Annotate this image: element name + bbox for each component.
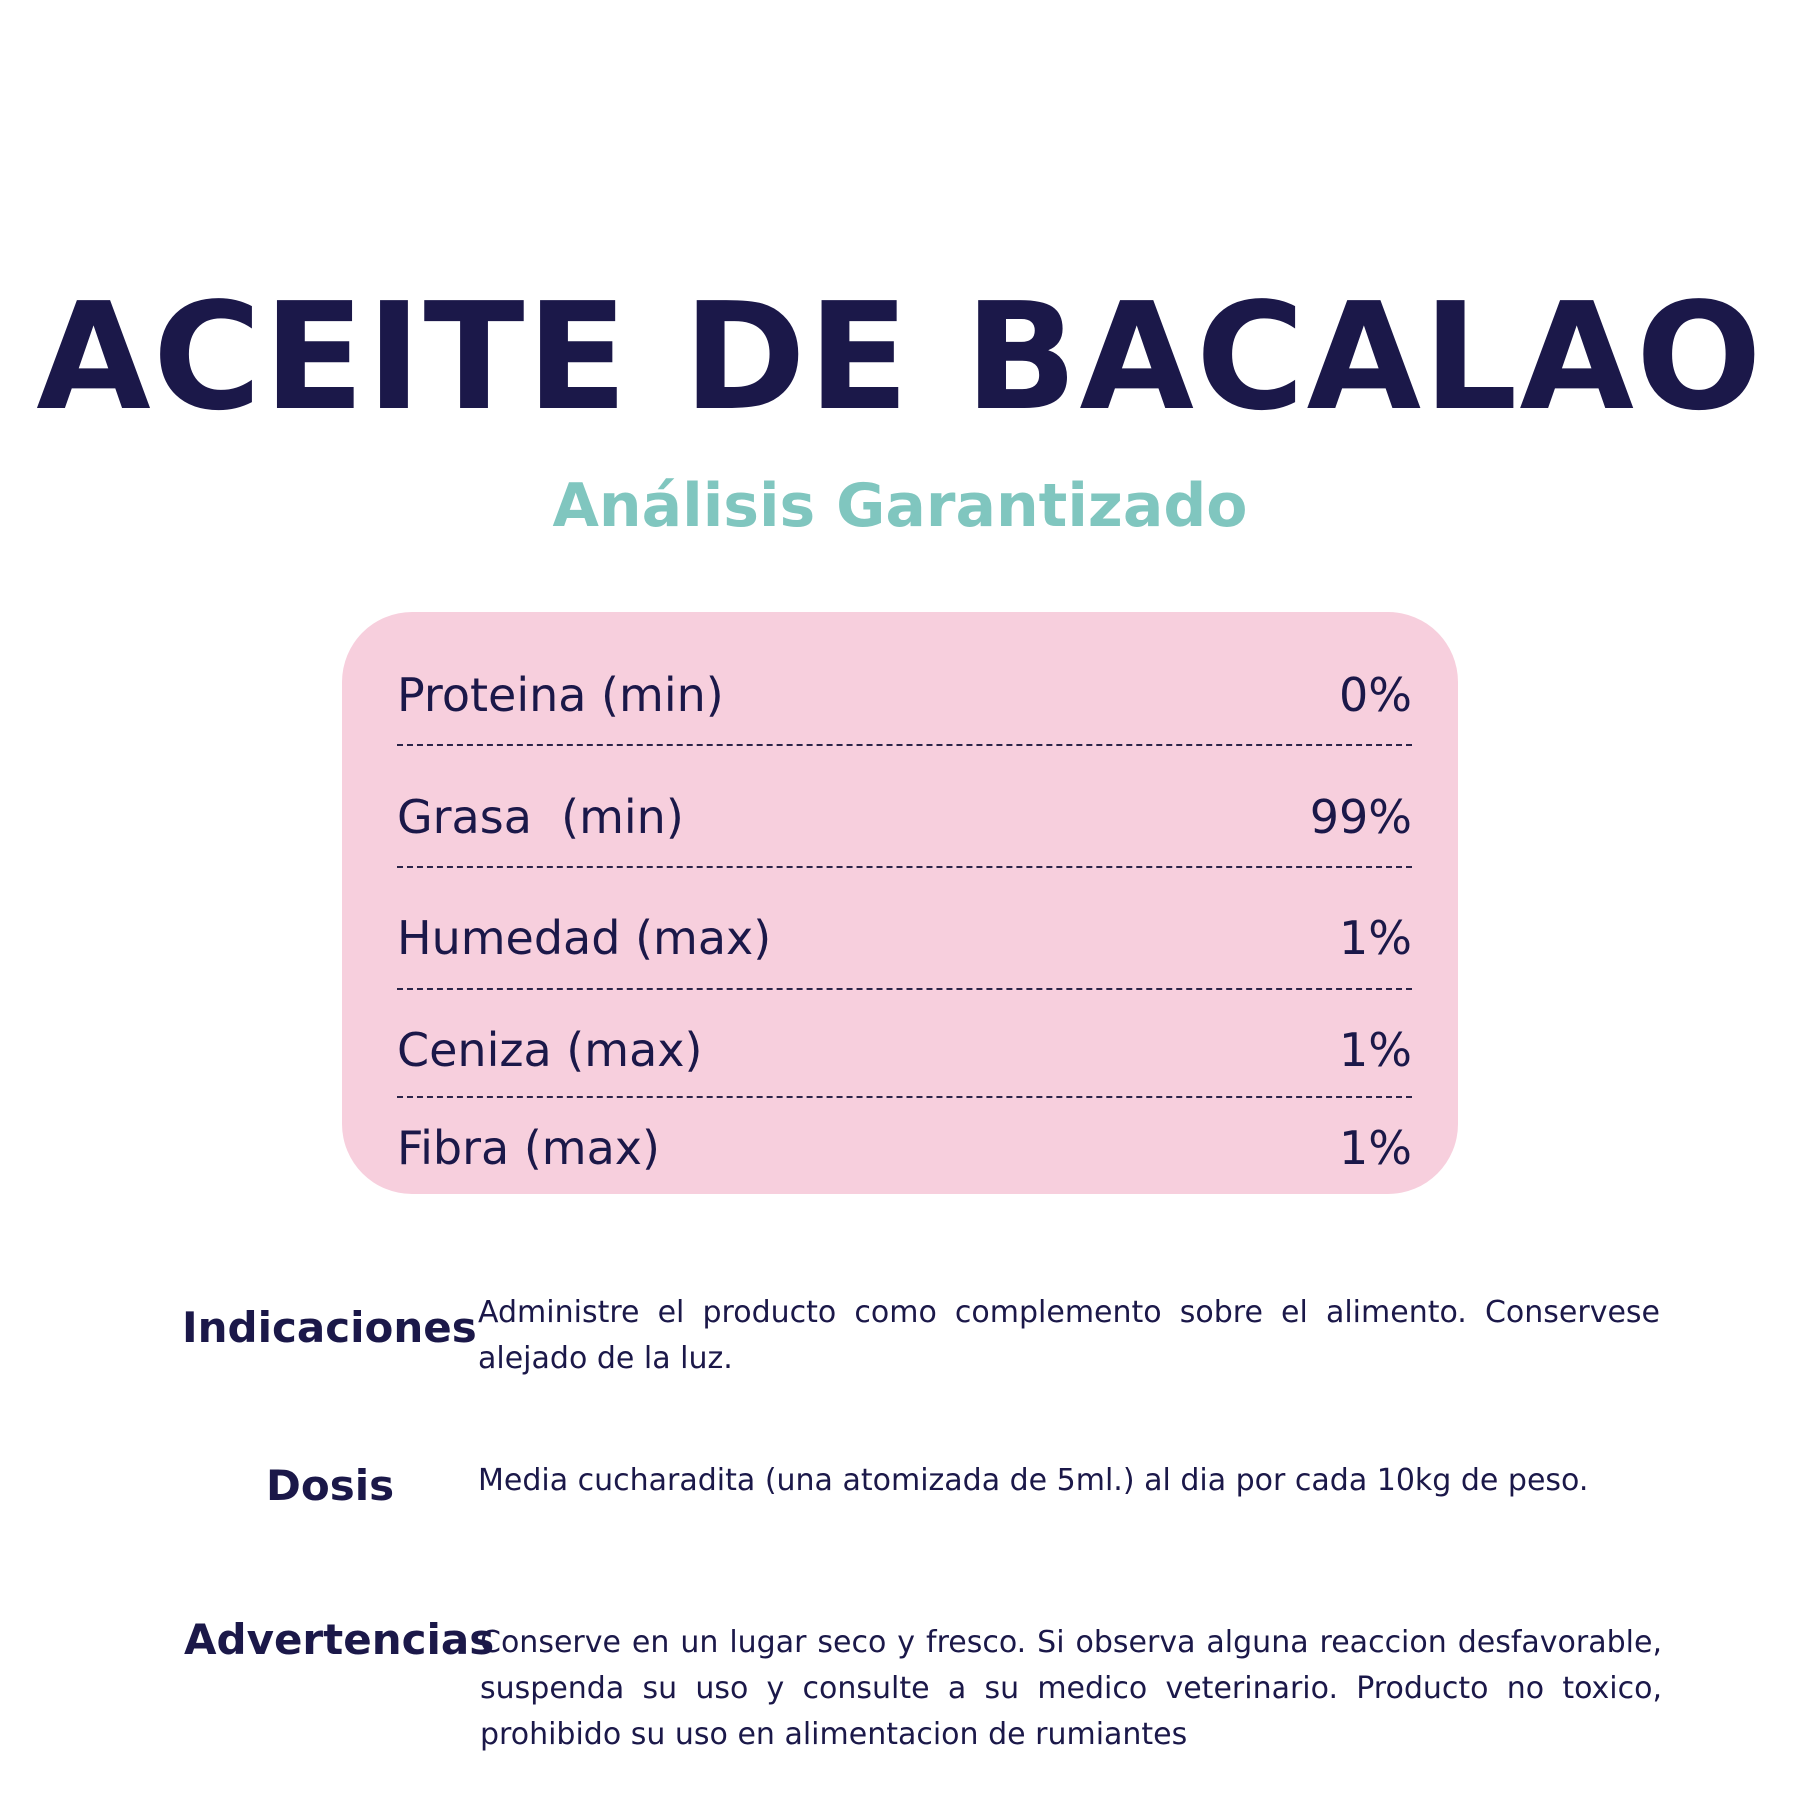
analysis-row-proteina [397, 660, 1412, 730]
analysis-label: Proteina (min) [397, 668, 724, 722]
analysis-label: Grasa (min) [397, 790, 684, 844]
analysis-row-grasa [397, 782, 1412, 852]
dosis-text: Media cucharadita (una atomizada de 5ml.) al dia por cada 10kg de peso. [478, 1463, 1589, 1498]
analysis-value: 1% [1339, 911, 1412, 965]
dosis-label: Dosis [266, 1461, 395, 1510]
analysis-row-ceniza [397, 1015, 1412, 1085]
analysis-row-humedad [397, 903, 1412, 973]
row-divider [397, 1096, 1412, 1098]
analysis-table [342, 612, 1458, 1194]
row-divider [397, 988, 1412, 990]
analysis-value: 99% [1309, 790, 1412, 844]
analysis-row-fibra [397, 1113, 1412, 1183]
analysis-value: 1% [1339, 1023, 1412, 1077]
analysis-label: Humedad (max) [397, 911, 772, 965]
indicaciones-text: Administre el producto como complemento sobre el alimento. Conservese alejado de la luz. [478, 1295, 1660, 1376]
indicaciones-label: Indicaciones [182, 1303, 477, 1352]
product-title: ACEITE DE BACALAO [36, 271, 1764, 444]
analysis-value: 1% [1339, 1121, 1412, 1175]
analysis-label: Ceniza (max) [397, 1023, 703, 1077]
advertencias-label: Advertencias [184, 1615, 495, 1664]
analysis-value: 0% [1339, 668, 1412, 722]
analysis-heading: Análisis Garantizado [552, 471, 1248, 541]
advertencias-text: Conserve en un lugar seco y fresco. Si observa alguna reaccion desfavorable, suspenda su uso y consulte a su medico veterinario. Producto no toxico, prohibido su uso en alimentacion de rumiantes [480, 1625, 1662, 1752]
row-divider [397, 866, 1412, 868]
analysis-label: Fibra (max) [397, 1121, 660, 1175]
row-divider [397, 744, 1412, 746]
